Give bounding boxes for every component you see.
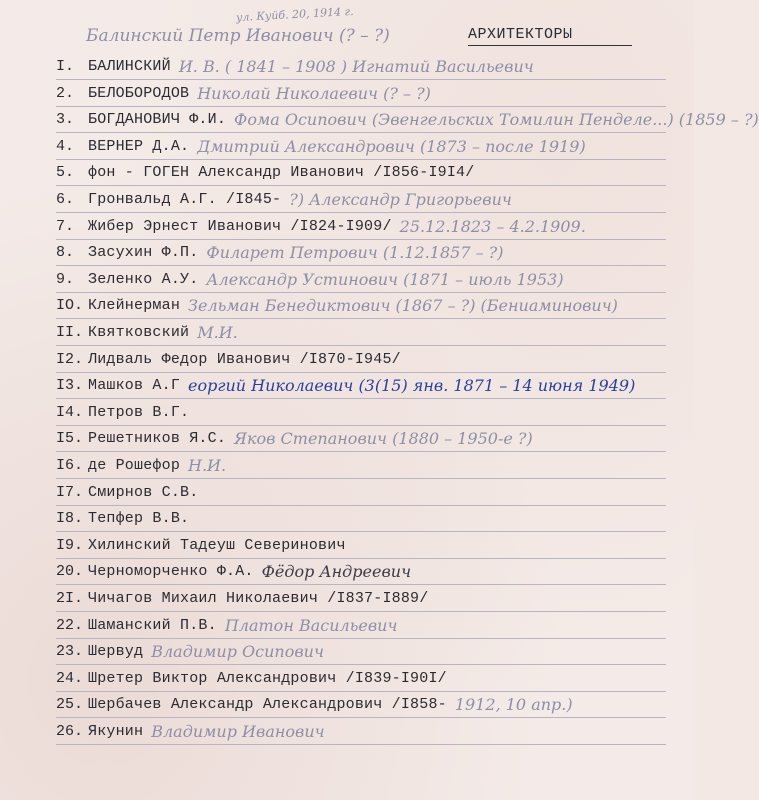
ruled-line [56, 239, 666, 240]
entry-number: I8. [56, 510, 84, 528]
ruled-line [56, 611, 666, 612]
entry-handwritten-note: И. В. ( 1841 – 1908 ) Игнатий Васильевич [178, 57, 534, 76]
entry-typed-name: БАЛИНСКИЙ [88, 58, 171, 75]
entry-handwritten-note: Н.И. [188, 456, 227, 475]
entry-typed-name: ВЕРНЕР Д.А. [88, 137, 190, 155]
entry-handwritten-note: Фома Осипович (Эвенгельских Томилин Пенделе...) (1859 – ?) [234, 110, 759, 130]
entry-number: I. [56, 58, 75, 75]
entry-typed-name: БОГДАНОВИЧ Ф.И. [88, 111, 227, 129]
entry-number: 9. [56, 270, 75, 288]
entry-handwritten-note: Владимир Осипович [151, 642, 324, 662]
entry-number: 24. [56, 669, 84, 687]
entry-handwritten-note: еоргий Николаевич (3(15) янв. 1871 – 14 июня 1949) [188, 376, 636, 396]
entry-number: 2I. [56, 590, 84, 607]
entry-typed-name: Клейнерман [88, 297, 181, 315]
entry-typed-name: Квятковский [88, 324, 190, 341]
entry-number: I6. [56, 457, 84, 474]
entry-typed-name: Чичагов Михаил Николаевич /I837-I889/ [88, 590, 429, 607]
entry-typed-name: Зеленко А.У. [88, 270, 199, 288]
entry-number: 6. [56, 191, 75, 208]
ruled-line [56, 132, 666, 133]
ruled-line [56, 79, 666, 80]
entry-typed-name: Черноморченко Ф.А. [88, 563, 254, 581]
ruled-line [56, 425, 666, 426]
ruled-line [56, 505, 666, 506]
entry-handwritten-note: Яков Степанович (1880 – 1950-е ?) [234, 429, 533, 449]
entry-typed-name: Машков А.Г [88, 377, 181, 395]
entry-handwritten-note: ?) Александр Григорьевич [289, 190, 512, 209]
entry-typed-name: Решетников Я.С. [88, 430, 227, 448]
entry-handwritten-note: 25.12.1823 – 4.2.1909. [399, 216, 586, 236]
entry-typed-name: Засухин Ф.П. [88, 244, 199, 262]
ruled-line [56, 451, 666, 452]
entry-number: 25. [56, 696, 84, 714]
entry-typed-name: Лидваль Федор Иванович /I870-I945/ [88, 350, 401, 368]
ruled-line [56, 691, 666, 692]
entry-number: I3. [56, 377, 84, 395]
entry-typed-name: Якунин [88, 723, 144, 740]
entry-number: I9. [56, 536, 84, 554]
entry-handwritten-note: Николай Николаевич (? – ?) [197, 83, 431, 103]
entry-number: I4. [56, 403, 84, 421]
entry-handwritten-note: Александр Устинович (1871 – июль 1953) [206, 269, 564, 289]
entry-number: 20. [56, 563, 84, 581]
ruled-line [56, 717, 666, 718]
handwritten-top-note: Балинский Петр Иванович (? – ?) [86, 26, 390, 46]
ruled-line [56, 318, 666, 319]
ruled-line [56, 531, 666, 532]
entry-typed-name: фон - ГОГЕН Александр Иванович /I856-I9I4/ [88, 164, 475, 182]
ruled-line [56, 398, 666, 399]
ruled-line [56, 292, 666, 293]
entry-typed-name: Шервуд [88, 643, 144, 661]
entry-handwritten-note: Платон Васильевич [224, 615, 398, 635]
entry-typed-name: Шретер Виктор Александрович /I839-I90I/ [88, 669, 447, 687]
entry-typed-name: Жибер Эрнест Иванович /I824-I909/ [88, 217, 392, 235]
ruled-line [56, 584, 666, 585]
ruled-line [56, 638, 666, 639]
entry-number: 5. [56, 164, 75, 182]
handwritten-address-note: ул. Куйб. 20, 1914 г. [235, 4, 354, 25]
entry-number: I5. [56, 430, 84, 448]
entry-handwritten-note: Зельман Бенедиктович (1867 – ?) (Бениаминович) [188, 296, 618, 316]
entry-number: 26. [56, 723, 84, 740]
entry-number: 23. [56, 643, 84, 661]
entry-handwritten-note: Владимир Иванович [151, 722, 325, 741]
ruled-line [56, 744, 666, 745]
ruled-line [56, 212, 666, 213]
entry-number: 2. [56, 84, 75, 102]
entry-number: 22. [56, 616, 84, 634]
ruled-line [56, 106, 666, 107]
ruled-line [56, 664, 666, 665]
entry-number: 8. [56, 244, 75, 262]
entry-number: II. [56, 324, 84, 341]
entry-typed-name: Шербачев Александр Александрович /I858- [88, 696, 447, 714]
entry-typed-name: де Рошефор [88, 457, 181, 474]
ruled-line [56, 558, 666, 559]
entry-number: 3. [56, 111, 75, 129]
entry-typed-name: Хилинский Тадеуш Северинович [88, 536, 346, 554]
ruled-line [56, 478, 666, 479]
entry-handwritten-note: Дмитрий Александрович (1873 – после 1919) [197, 136, 586, 156]
entry-handwritten-note: Фёдор Андреевич [261, 562, 412, 582]
entry-typed-name: Тепфер В.В. [88, 510, 190, 528]
entry-handwritten-note: 1912, 10 апр.) [454, 695, 573, 715]
ruled-line [56, 372, 666, 373]
entry-handwritten-note: Филарет Петрович (1.12.1857 – ?) [206, 243, 504, 263]
ruled-line [56, 265, 666, 266]
ruled-line [56, 345, 666, 346]
entry-typed-name: Смирнов С.В. [88, 483, 199, 501]
ruled-line [56, 185, 666, 186]
entry-number: I2. [56, 350, 84, 368]
entry-handwritten-note: М.И. [197, 323, 238, 342]
entry-number: IO. [56, 297, 84, 315]
entry-typed-name: Петров В.Г. [88, 403, 190, 421]
entry-typed-name: Шаманский П.В. [88, 616, 217, 634]
ruled-line [56, 159, 666, 160]
page-title: АРХИТЕКТОРЫ [468, 26, 632, 46]
entry-number: 7. [56, 217, 75, 235]
entry-typed-name: БЕЛОБОРОДОВ [88, 84, 190, 102]
entry-typed-name: Гронвальд А.Г. /I845- [88, 191, 282, 208]
entry-number: 4. [56, 137, 75, 155]
entry-number: I7. [56, 483, 84, 501]
